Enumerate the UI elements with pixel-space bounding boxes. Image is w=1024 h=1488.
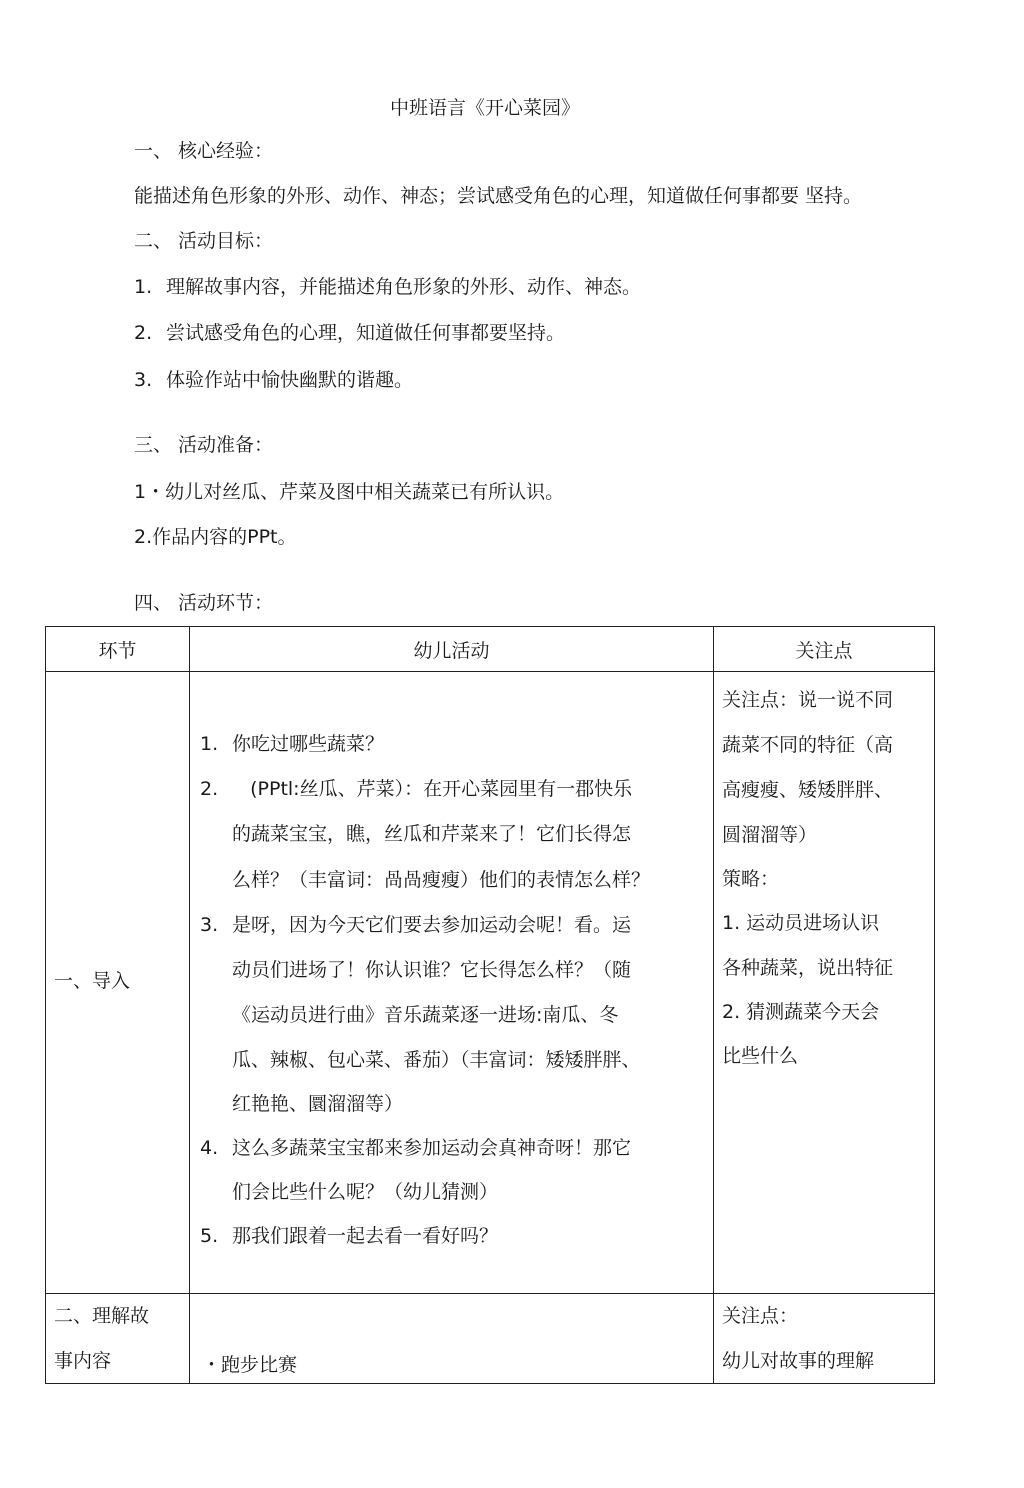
activity-number: 2. [200, 778, 219, 800]
goal-text: 尝试感受角色的心理，知道做任何事都要坚持。 [166, 322, 566, 344]
section-heading-core-experience: 一、 核心经验： [134, 140, 274, 162]
activity-number: 1. [200, 733, 219, 755]
focus-line: 2. 猜测蔬菜今天会 [722, 1001, 880, 1023]
focus-line: 圆溜溜等） [722, 824, 818, 846]
column-header-activity: 幼儿活动 [190, 627, 714, 672]
focus-line: 比些什么 [722, 1045, 799, 1067]
activity-number: 5. [200, 1225, 219, 1247]
activity-line: 动员们进场了！你认识谁？它长得怎么样？（随 [232, 959, 632, 981]
focus-line: 策略： [722, 868, 780, 890]
section-heading-preparation: 三、 活动准备： [134, 434, 274, 456]
goal-number: 2. [134, 322, 153, 344]
activity-line: 么样？（丰富词：咼咼瘦瘦）他们的表情怎么样？ [232, 869, 651, 891]
goal-text: 理解故事内容，并能描述角色形象的外形、动作、神态。 [166, 276, 642, 298]
focus-line: 蔬菜不同的特征（高 [722, 734, 894, 756]
focus-line: 1. 运动员进场认识 [722, 912, 880, 934]
focus-line: 各种蔬菜，说出特征 [722, 957, 894, 979]
section-heading-goals: 二、 活动目标： [134, 230, 274, 252]
focus-cell [714, 1294, 935, 1384]
stage-label: 二、理解故 [54, 1305, 150, 1327]
activity-line: 是呀，因为今天它们要去参加运动会呢！看。运 [232, 914, 632, 936]
table-row [46, 1294, 935, 1384]
activity-table [45, 626, 935, 1384]
section-heading-activity-steps: 四、 活动环节： [134, 592, 274, 614]
activity-number: 4. [200, 1137, 219, 1159]
focus-line: 高瘦瘦、矮矮胖胖、 [722, 779, 894, 801]
stage-label: 一、导入 [54, 970, 131, 992]
activity-cell [190, 1294, 714, 1384]
focus-cell [714, 672, 935, 1294]
goal-number: 3. [134, 369, 153, 391]
stage-cell [46, 672, 190, 1294]
table-row [46, 672, 935, 1294]
core-experience-text: 能描述角色形象的外形、动作、神态；尝试感受角色的心理，知道做任何事都要 坚持。 [134, 185, 863, 207]
activity-number: 3. [200, 914, 219, 936]
activity-line: 你吃过哪些蔬菜？ [232, 733, 385, 755]
activity-line: 那我们跟着一起去看一看好吗？ [232, 1225, 499, 1247]
column-header-focus: 关注点 [714, 627, 935, 672]
preparation-item: 2.作品内容的PPt。 [134, 526, 297, 548]
activity-line: (PPtl:丝瓜、芹菜）：在开心菜园里有一郡快乐 [232, 778, 633, 800]
stage-cell [46, 1294, 190, 1384]
goal-text: 体验作站中愉快幽默的谐趣。 [166, 369, 414, 391]
stage-label: 事内容 [54, 1350, 112, 1372]
activity-line: 这么多蔬菜宝宝都来参加运动会真神奇呀！那它 [232, 1137, 632, 1159]
column-header-stage: 环节 [46, 627, 190, 672]
table-header-row [46, 627, 935, 672]
activity-line: 们会比些什么呢？（幼儿猜测） [232, 1181, 499, 1203]
activity-line: 《运动员进行曲》音乐蔬菜逐一进场:南瓜、冬 [232, 1004, 619, 1026]
activity-line: ・跑步比赛 [202, 1354, 298, 1376]
activity-cell [190, 672, 714, 1294]
focus-line: 关注点： [722, 1305, 799, 1327]
page-title: 中班语言《开心菜园》 [389, 97, 580, 119]
goal-number: 1. [134, 276, 153, 298]
activity-line: 红艳艳、圜溜溜等） [232, 1093, 404, 1115]
preparation-item: 1・幼儿对丝瓜、芹菜及图中相关蔬菜已有所认识。 [134, 481, 565, 503]
focus-line: 幼儿对故事的理解 [722, 1350, 875, 1372]
activity-line: 的蔬菜宝宝，瞧，丝瓜和芹菜来了！它们长得怎 [232, 823, 632, 845]
activity-line: 瓜、辣椒、包心菜、番茄）（丰富词：矮矮胖胖、 [232, 1049, 641, 1071]
focus-line: 关注点：说一说不同 [722, 689, 894, 711]
